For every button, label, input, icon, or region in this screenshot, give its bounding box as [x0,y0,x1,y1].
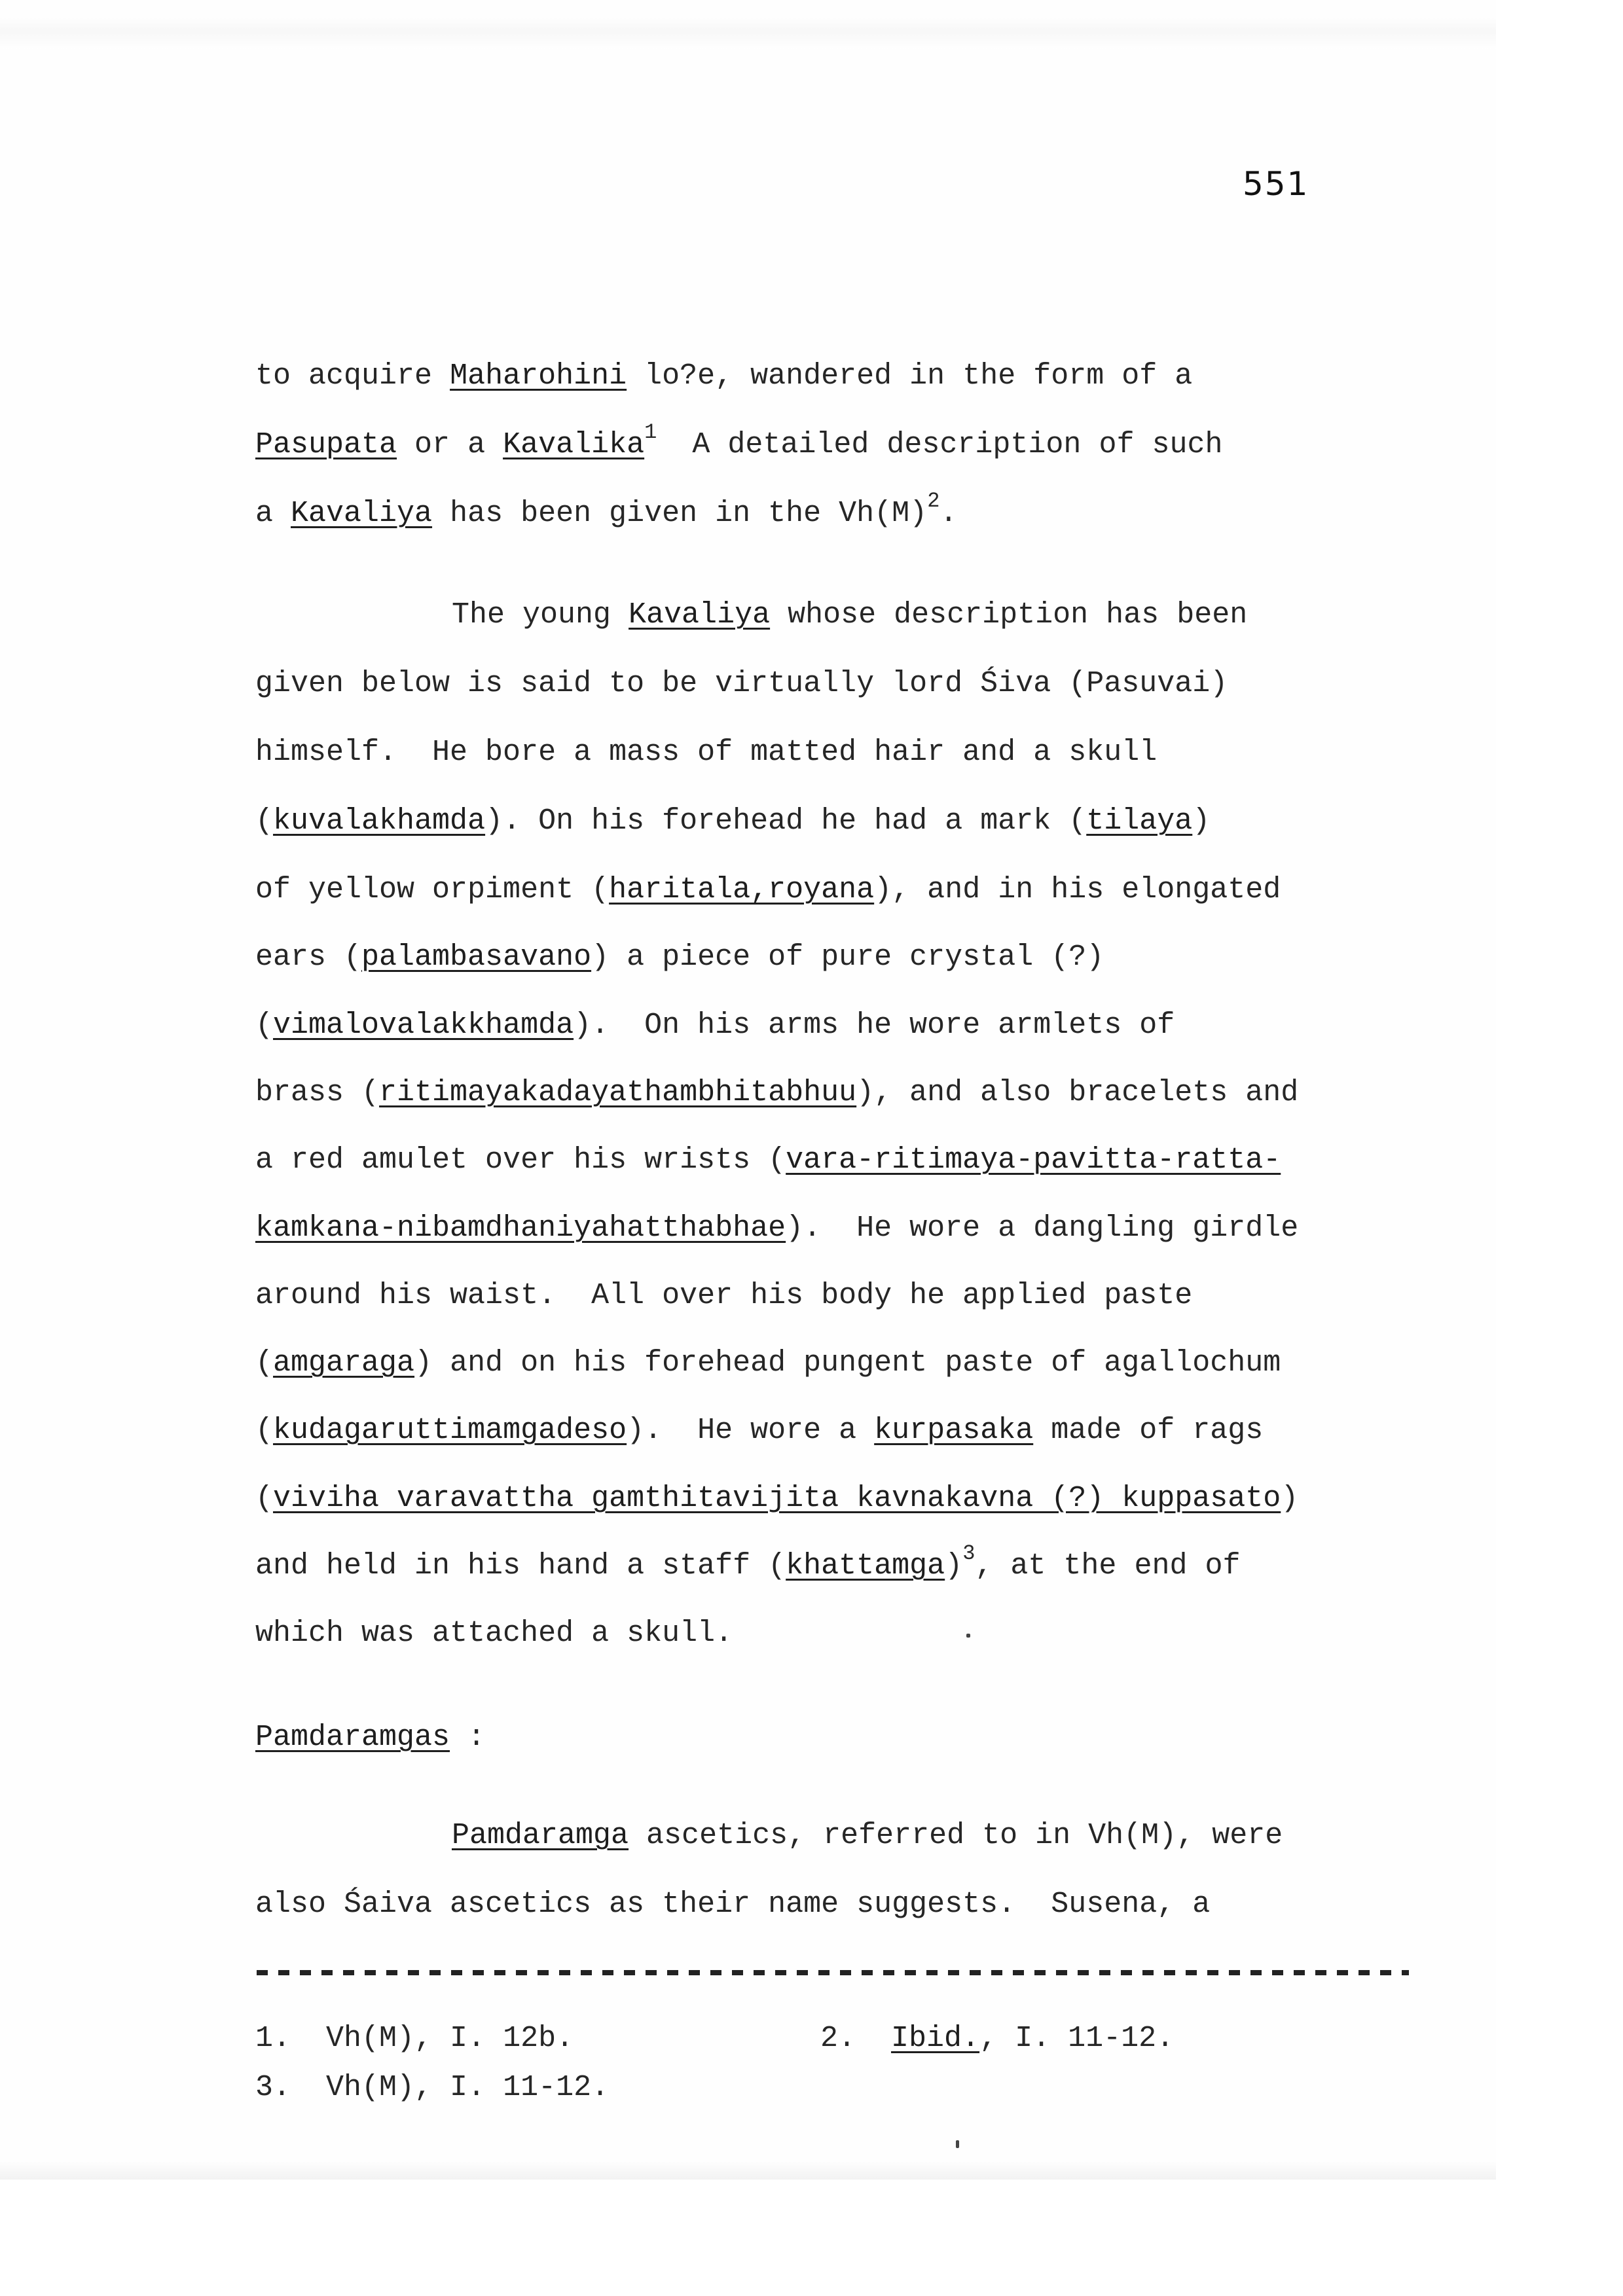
ibid-term: Ibid. [891,2022,980,2055]
text-line: around his waist. All over his body he applied paste [255,1279,1193,1312]
underlined-term: kurpasaka [874,1414,1034,1447]
underlined-term: amgaraga [273,1346,415,1380]
underlined-term: viviha varavattha gamthitavijita kavnakavna (?) kuppasato [273,1482,1281,1515]
underlined-term: Pamdaramga [452,1819,629,1852]
page-number: 551 [1243,165,1309,203]
text-line: ears (palambasavano) a piece of pure crystal (?) [255,941,1104,974]
text-line: given below is said to be virtually lord Śiva (Pasuvai) [255,667,1228,700]
text-line: (kudagaruttimamgadeso). He wore a kurpasaka made of rags [255,1414,1264,1447]
text-line: which was attached a skull. [255,1617,733,1650]
text-line: and held in his hand a staff (khattamga)$^3$, at the end of [255,1541,1241,1583]
scan-shadow-bottom [0,2160,1496,2179]
text-line: brass (ritimayakadayathambhitabhuu), and also bracelets and [255,1076,1299,1109]
underlined-term: Kavalika [503,428,645,461]
text-line: (amgaraga) and on his forehead pungent paste of agallochum [255,1346,1281,1380]
underlined-term: Pasupata [255,428,397,461]
underlined-term: haritala,royana [609,873,875,906]
section-heading: Pamdaramgas : [255,1721,486,1754]
text-line: a red amulet over his wrists (vara-ritimaya-pavitta-ratta- [255,1143,1281,1177]
scan-speck [966,1634,970,1638]
scan-speck [956,2140,959,2148]
text-line: himself. He bore a mass of matted hair and a skull [255,736,1158,769]
scan-shadow-top [0,16,1496,49]
text-line: (vimalovalakkhamda). On his arms he wore armlets of [255,1009,1175,1042]
footnote-3: 3. Vh(M), I. 11-12. [255,2071,610,2104]
text-line: Pasupata or a Kavalika$^1$ A detailed description of such [255,420,1223,461]
text-line: to acquire Maharohini lo?e, wandered in the form of a [255,359,1193,393]
underlined-term: vimalovalakkhamda [273,1009,574,1042]
text-line: (viviha varavattha gamthitavijita kavnakavna (?) kuppasato) [255,1482,1299,1515]
underlined-term: Kavaliya [629,598,771,632]
underlined-term: Kavaliya [291,497,433,530]
underlined-term: kuvalakhamda [273,804,486,838]
text-line: Pamdaramga ascetics, referred to in Vh(M), were [452,1819,1283,1852]
text-line: of yellow orpiment (haritala,royana), and in his elongated [255,873,1281,906]
footnote-ref: 2 [927,489,940,513]
underlined-term: Maharohini [450,359,627,393]
underlined-term: ritimayakadayathambhitabhuu [379,1076,857,1109]
heading-term: Pamdaramgas [255,1721,450,1754]
footnote-ref: 3 [962,1541,976,1566]
footnote-separator [257,1970,1409,1975]
footnote-ref: 1 [644,420,657,444]
underlined-term: kudagaruttimamgadeso [273,1414,627,1447]
footnote-2: 2. Ibid., I. 11-12. [820,2022,1175,2055]
underlined-term: kamkana-nibamdhaniyahatthabhae [255,1211,786,1245]
text-line: (kuvalakhamda). On his forehead he had a mark (tilaya) [255,804,1211,838]
text-line: also Śaiva ascetics as their name suggests. Susena, a [255,1888,1211,1921]
text-line: a Kavaliya has been given in the Vh(M)$^2$. [255,489,958,530]
text-line: The young Kavaliya whose description has been [452,598,1248,632]
underlined-term: vara-ritimaya-pavitta-ratta- [786,1143,1281,1177]
underlined-term: khattamga [786,1549,945,1583]
underlined-term: tilaya [1086,804,1193,838]
underlined-term: palambasavano [361,941,592,974]
footnote-1: 1. Vh(M), I. 12b. [255,2022,574,2055]
text-line: kamkana-nibamdhaniyahatthabhae). He wore a dangling girdle [255,1211,1299,1245]
